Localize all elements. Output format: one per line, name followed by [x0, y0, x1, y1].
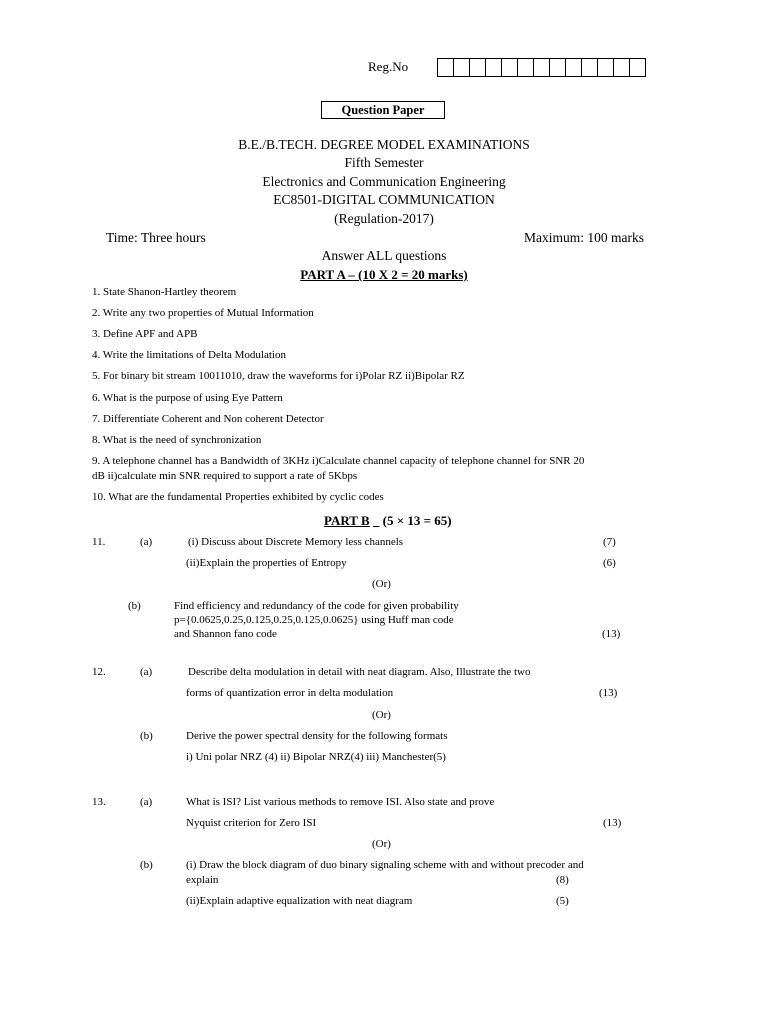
part-a-question: 3. Define APF and APB	[92, 328, 198, 340]
question-number: 12.	[92, 666, 106, 678]
part-a-question: 10. What are the fundamental Properties exhibited by cyclic codes	[92, 491, 384, 503]
reg-no-digit-box	[582, 58, 598, 77]
question-text: (i) Discuss about Discrete Memory less channels	[188, 536, 404, 548]
subpart-label: (b)	[128, 600, 141, 612]
reg-no-label: Reg.No	[368, 59, 409, 74]
subpart-label: (a)	[140, 536, 153, 548]
part-a-question: 4. Write the limitations of Delta Modulation	[92, 349, 286, 361]
question-text: forms of quantization error in delta modulation	[186, 687, 394, 699]
subpart-label: (a)	[140, 796, 153, 808]
part-a-question: 8. What is the need of synchronization	[92, 434, 262, 446]
question-text: (ii)Explain the properties of Entropy	[186, 557, 347, 569]
reg-no-digit-box	[502, 58, 518, 77]
part-a-question: 5. For binary bit stream 10011010, draw the waveforms for i)Polar RZ ii)Bipolar RZ	[92, 370, 465, 382]
question-number: 13.	[92, 796, 106, 808]
or-separator: (Or)	[372, 709, 391, 721]
marks: (13)	[603, 817, 622, 829]
question-text: What is ISI? List various methods to remove ISI. Also state and prove	[186, 796, 495, 808]
reg-no-digit-box	[518, 58, 534, 77]
regulation: (Regulation-2017)	[334, 211, 434, 226]
reg-no-digit-box	[598, 58, 614, 77]
reg-no-digit-box	[438, 58, 454, 77]
question-text: Find efficiency and redundancy of the code for given probability	[174, 600, 459, 612]
reg-no-digit-box	[534, 58, 550, 77]
question-text: p={0.0625,0.25,0.125,0.25,0.125,0.0625} using Huff man code	[174, 614, 454, 626]
part-a-title: PART A – (10 X 2 = 20 marks)	[300, 267, 468, 282]
part-a-question: 7. Differentiate Coherent and Non coherent Detector	[92, 413, 324, 425]
question-text: explain	[186, 874, 219, 886]
reg-no-boxes	[437, 58, 646, 77]
maximum-marks: Maximum: 100 marks	[524, 230, 644, 245]
marks: (13)	[599, 687, 618, 699]
part-b-heading	[324, 513, 452, 529]
question-text: and Shannon fano code	[174, 628, 277, 640]
semester: Fifth Semester	[344, 155, 424, 170]
question-text: i) Uni polar NRZ (4) ii) Bipolar NRZ(4) iii) Manchester(5)	[186, 751, 446, 763]
reg-no-digit-box	[470, 58, 486, 77]
part-a-question-continued: dB ii)calculate min SNR required to support a rate of 5Kbps	[92, 470, 358, 482]
part-a-question: 2. Write any two properties of Mutual Information	[92, 307, 314, 319]
marks: (13)	[602, 628, 621, 640]
or-separator: (Or)	[372, 838, 391, 850]
reg-no-digit-box	[550, 58, 566, 77]
part-a-question: 9. A telephone channel has a Bandwidth of 3KHz i)Calculate channel capacity of telephone channel for SNR 20	[92, 455, 585, 467]
part-b-title: PART B	[324, 513, 370, 528]
course-code: EC8501-DIGITAL COMMUNICATION	[273, 192, 495, 207]
question-number: 11.	[92, 536, 106, 548]
department: Electronics and Communication Engineering	[262, 174, 506, 189]
subpart-label: (b)	[140, 859, 153, 871]
part-a-question: 1. State Shanon-Hartley theorem	[92, 286, 237, 298]
part-b-marks: (5 × 13 = 65)	[382, 513, 452, 528]
question-text: Describe delta modulation in detail with neat diagram. Also, Illustrate the two	[188, 666, 531, 678]
marks: (5)	[556, 895, 569, 907]
reg-no-digit-box	[614, 58, 630, 77]
subpart-label: (a)	[140, 666, 153, 678]
question-paper-badge: Question Paper	[321, 101, 445, 119]
marks: (8)	[556, 874, 569, 886]
or-separator: (Or)	[372, 578, 391, 590]
reg-no-digit-box	[566, 58, 582, 77]
subpart-label: (b)	[140, 730, 153, 742]
reg-no-digit-box	[454, 58, 470, 77]
marks: (7)	[603, 536, 616, 548]
question-text: (ii)Explain adaptive equalization with neat diagram	[186, 895, 413, 907]
marks: (6)	[603, 557, 616, 569]
question-text: Derive the power spectral density for the following formats	[186, 730, 448, 742]
reg-no-digit-box	[486, 58, 502, 77]
reg-no-digit-box	[630, 58, 646, 77]
instruction: Answer ALL questions	[321, 248, 447, 263]
part-a-question: 6. What is the purpose of using Eye Pattern	[92, 392, 283, 404]
question-text: (i) Draw the block diagram of duo binary signaling scheme with and without precoder and	[186, 859, 584, 871]
time-allowed: Time: Three hours	[106, 230, 206, 245]
question-text: Nyquist criterion for Zero ISI	[186, 817, 317, 829]
exam-title: B.E./B.TECH. DEGREE MODEL EXAMINATIONS	[238, 137, 530, 152]
